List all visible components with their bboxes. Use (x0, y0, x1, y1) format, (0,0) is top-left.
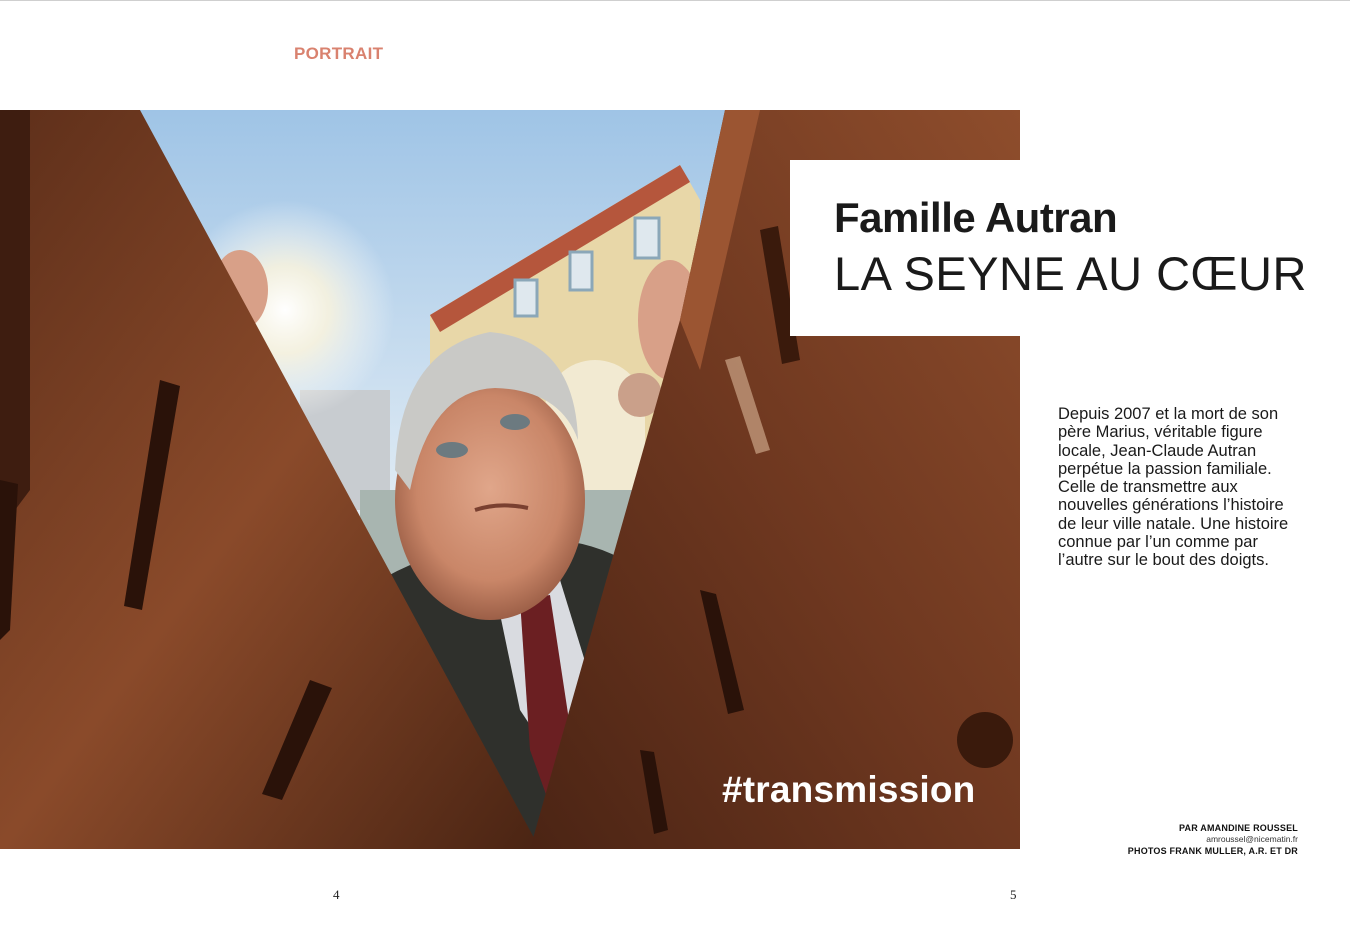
page-number-right: 5 (1010, 887, 1017, 902)
page-number-left: 4 (333, 887, 340, 902)
section-label: PORTRAIT (294, 44, 384, 63)
lead-paragraph: Depuis 2007 et la mort de son père Marius, véritable figure locale, Jean-Claude Autran perpétue la passion familiale. Celle de transmettre aux nouvelles générations l’histoire de leur ville natale. Une histoire connue par l’un comme par l’autre sur le bout des doigts. (1058, 405, 1289, 570)
photo-hashtag: #transmission (722, 769, 976, 810)
byline (1128, 822, 1298, 857)
byline-author: PAR AMANDINE ROUSSEL (1178, 823, 1298, 833)
byline-email[interactable]: amroussel@nicematin.fr (1206, 834, 1298, 844)
top-rule (0, 0, 1350, 1)
headline-subtitle: LA SEYNE AU CŒUR (834, 247, 1307, 300)
byline-photo-credit: PHOTOS FRANK MULLER, A.R. ET DR (1127, 846, 1298, 856)
headline-family: Famille Autran (834, 194, 1118, 241)
